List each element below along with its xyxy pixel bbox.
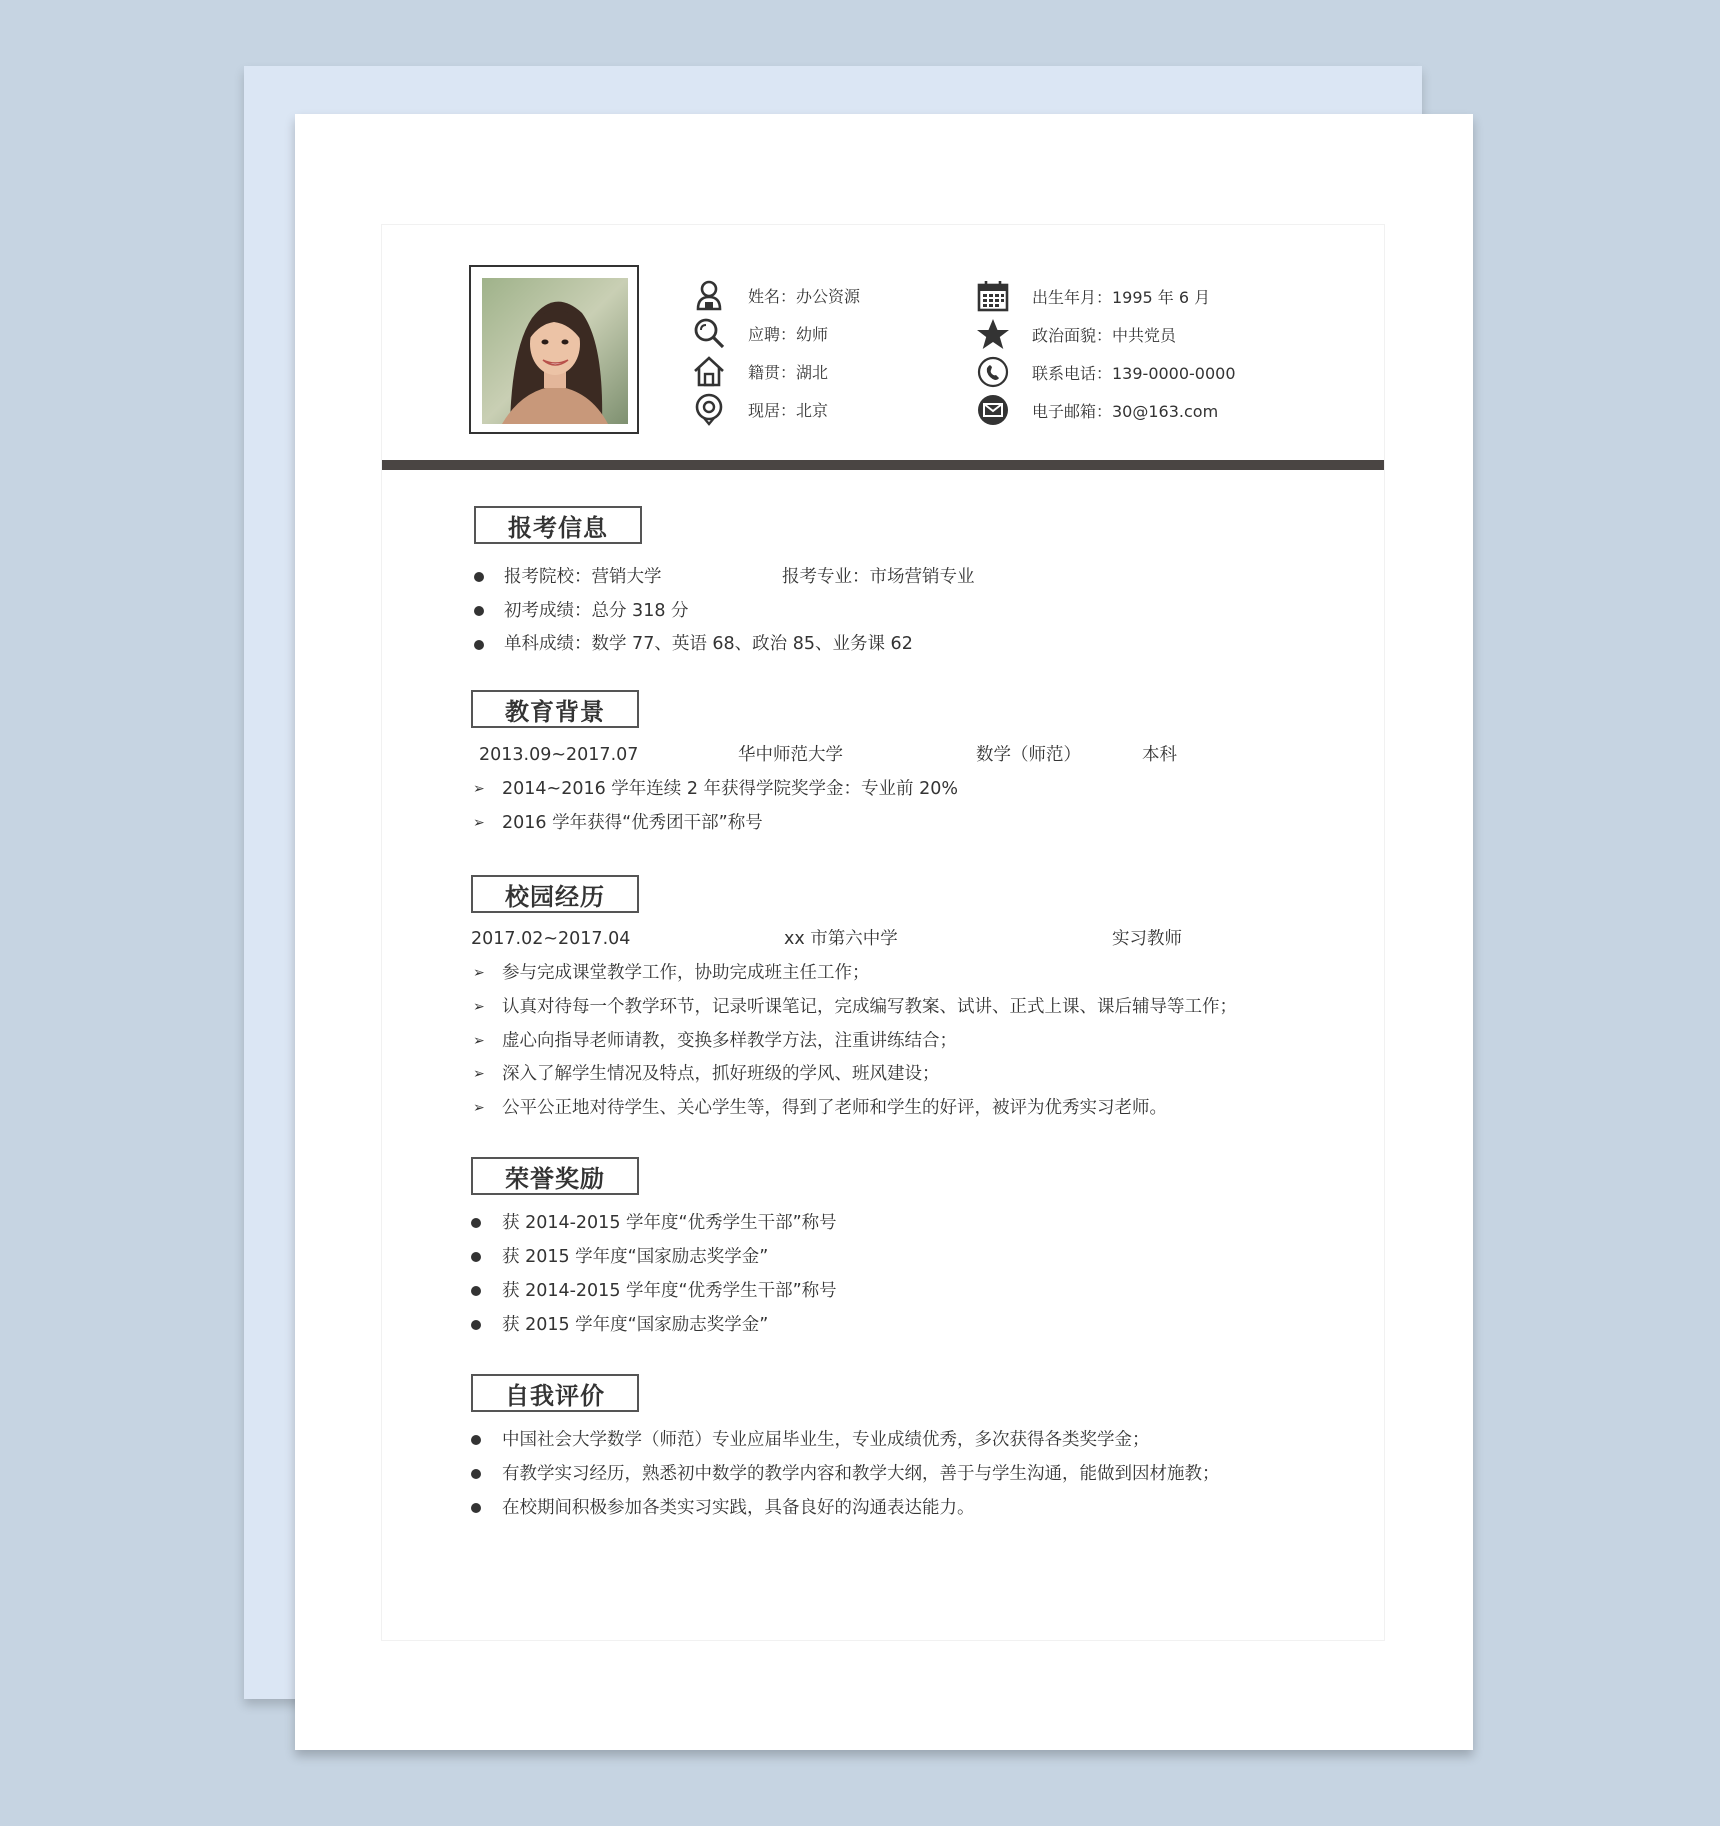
arrow-bullet-icon: ➢ — [473, 781, 485, 797]
exam-single-score: 单科成绩：数学 77、英语 68、政治 85、业务课 62 — [504, 634, 913, 654]
name-row — [692, 278, 860, 312]
email-row — [976, 393, 1218, 427]
self-item: 有教学实习经历，熟悉初中数学的教学内容和教学大纲，善于与学生沟通，能做到因材施教； — [502, 1464, 1220, 1484]
bullet-icon — [471, 1503, 481, 1513]
arrow-bullet-icon: ➢ — [473, 999, 485, 1015]
section-title-education: 教育背景 — [471, 690, 639, 728]
apply-text: 应聘：幼师 — [748, 324, 829, 344]
politics-row — [976, 317, 1176, 351]
section-title-campus: 校园经历 — [471, 875, 639, 913]
exam-major: 报考专业：市场营销专业 — [782, 567, 975, 587]
bullet-icon — [471, 1252, 481, 1262]
birth-text: 出生年月：1995 年 6 月 — [1032, 287, 1211, 307]
bullet-icon — [471, 1286, 481, 1296]
name-text: 姓名：办公资源 — [748, 286, 861, 306]
profile-photo — [482, 278, 628, 424]
honor-item: 获 2015 学年度“国家励志奖学金” — [502, 1247, 769, 1267]
arrow-bullet-icon: ➢ — [473, 965, 485, 981]
arrow-bullet-icon: ➢ — [473, 1033, 485, 1049]
edu-degree: 本科 — [1142, 745, 1177, 765]
campus-item: 参与完成课堂教学工作，协助完成班主任工作； — [502, 963, 870, 983]
bullet-icon — [474, 572, 484, 582]
self-item: 在校期间积极参加各类实习实践，具备良好的沟通表达能力。 — [502, 1498, 975, 1518]
campus-org: xx 市第六中学 — [784, 929, 898, 949]
arrow-bullet-icon: ➢ — [473, 815, 485, 831]
edu-major: 数学（师范） — [976, 745, 1081, 765]
bullet-icon — [471, 1218, 481, 1228]
campus-item: 深入了解学生情况及特点，抓好班级的学风、班风建设； — [502, 1064, 940, 1084]
search-icon — [692, 316, 726, 350]
residence-row — [692, 392, 828, 426]
arrow-bullet-icon: ➢ — [473, 1066, 485, 1082]
edu-item: 2014~2016 学年连续 2 年获得学院奖学金：专业前 20% — [502, 779, 959, 799]
native-text: 籍贯：湖北 — [748, 362, 829, 382]
edu-school: 华中师范大学 — [738, 745, 843, 765]
honor-item: 获 2015 学年度“国家励志奖学金” — [502, 1315, 769, 1335]
star-icon — [976, 317, 1010, 351]
residence-text: 现居：北京 — [748, 400, 829, 420]
politics-text: 政治面貌：中共党员 — [1032, 325, 1177, 345]
birth-row — [976, 279, 1210, 313]
bullet-icon — [471, 1320, 481, 1330]
honor-item: 获 2014-2015 学年度“优秀学生干部”称号 — [502, 1281, 837, 1301]
bullet-icon — [474, 606, 484, 616]
campus-role: 实习教师 — [1112, 929, 1182, 949]
honor-item: 获 2014-2015 学年度“优秀学生干部”称号 — [502, 1213, 837, 1233]
edu-period: 2013.09~2017.07 — [479, 745, 639, 765]
arrow-bullet-icon: ➢ — [473, 1100, 485, 1116]
photo-frame — [469, 265, 639, 434]
section-title-self: 自我评价 — [471, 1374, 639, 1412]
phone-icon — [976, 355, 1010, 389]
phone-row — [976, 355, 1236, 389]
mail-icon — [976, 393, 1010, 427]
calendar-icon — [976, 279, 1010, 313]
native-row — [692, 354, 828, 388]
bullet-icon — [471, 1435, 481, 1445]
section-title-exam: 报考信息 — [474, 506, 642, 544]
exam-initial-score: 初考成绩：总分 318 分 — [504, 601, 689, 621]
header-divider — [382, 460, 1384, 470]
campus-item: 虚心向指导老师请教，变换多样教学方法，注重讲练结合； — [502, 1031, 957, 1051]
person-icon — [692, 278, 726, 312]
campus-item: 认真对待每一个教学环节，记录听课笔记，完成编写教案、试讲、正式上课、课后辅导等工作； — [502, 997, 1237, 1017]
phone-text: 联系电话：139-0000-0000 — [1032, 363, 1236, 383]
section-title-honors: 荣誉奖励 — [471, 1157, 639, 1195]
exam-school: 报考院校：营销大学 — [504, 567, 662, 587]
resume-content — [381, 224, 1385, 1641]
self-item: 中国社会大学数学（师范）专业应届毕业生，专业成绩优秀，多次获得各类奖学金； — [502, 1430, 1150, 1450]
home-icon — [692, 354, 726, 388]
edu-item: 2016 学年获得“优秀团干部”称号 — [502, 813, 763, 833]
location-pin-icon — [692, 392, 726, 426]
apply-row — [692, 316, 828, 350]
campus-item: 公平公正地对待学生、关心学生等，得到了老师和学生的好评，被评为优秀实习老师。 — [502, 1098, 1167, 1118]
campus-period: 2017.02~2017.04 — [471, 929, 631, 949]
resume-page — [295, 114, 1473, 1750]
bullet-icon — [471, 1469, 481, 1479]
bullet-icon — [474, 640, 484, 650]
email-text: 电子邮箱：30@163.com — [1032, 401, 1219, 421]
